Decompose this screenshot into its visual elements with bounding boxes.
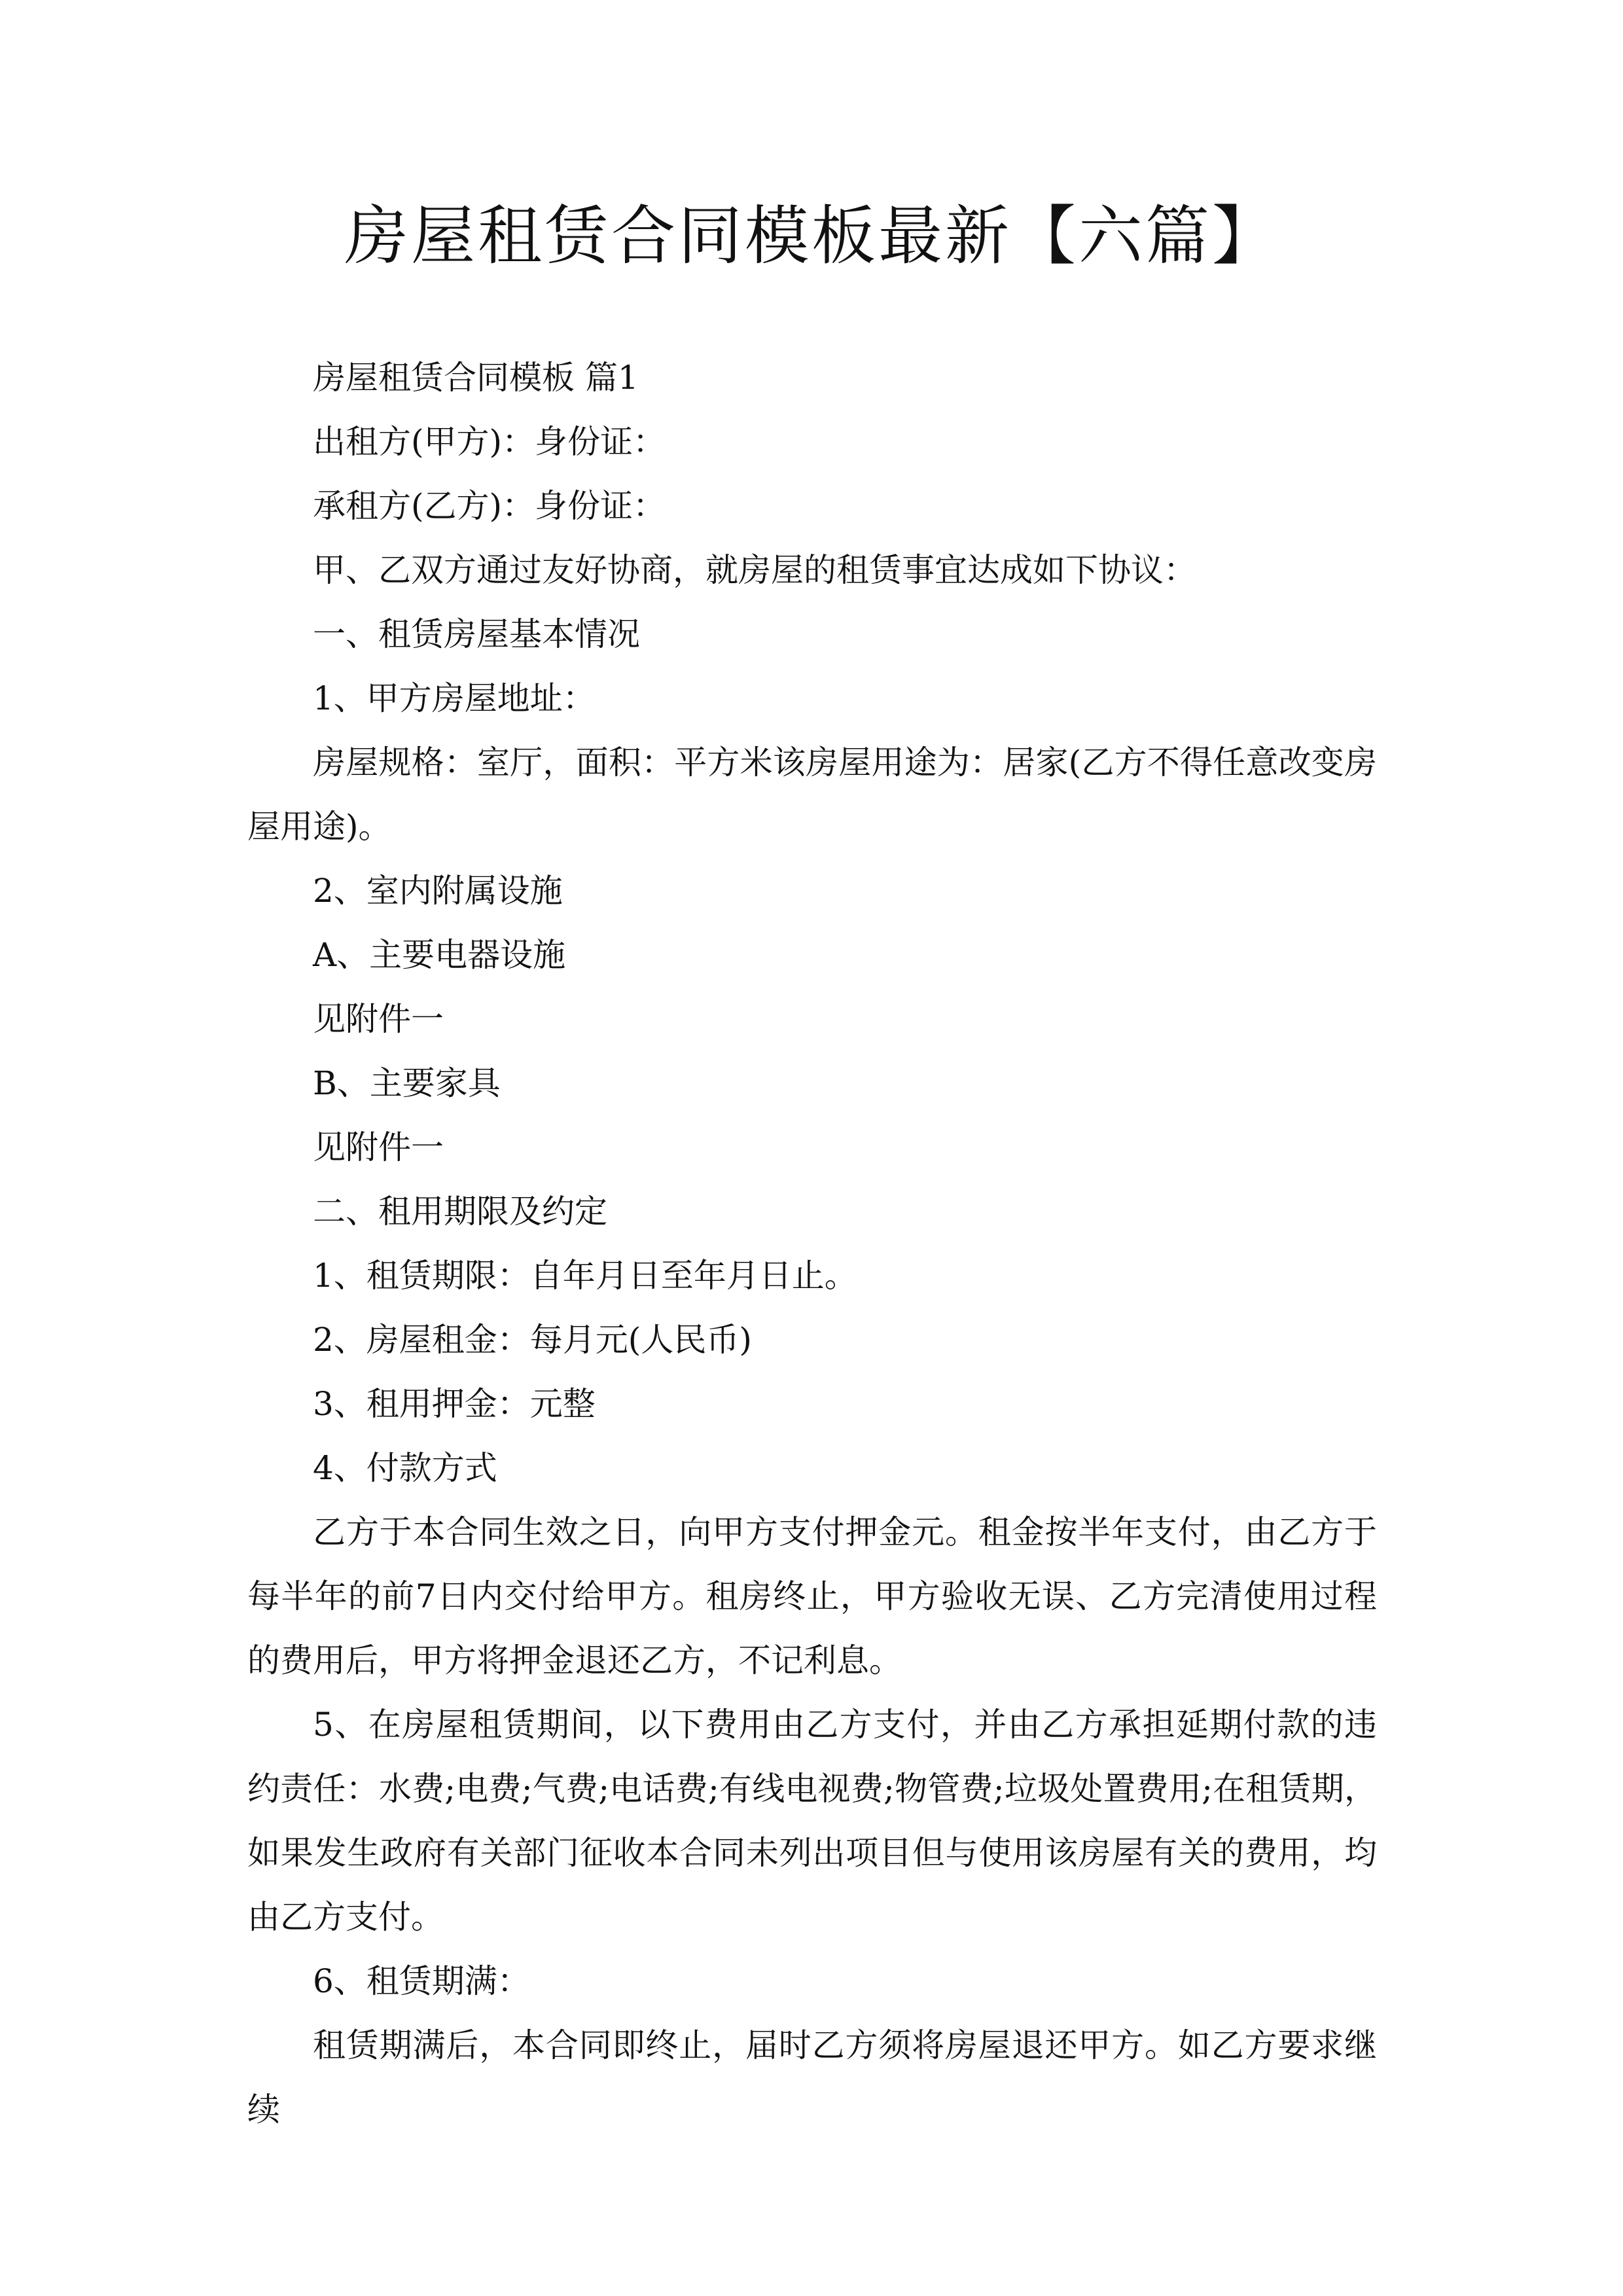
- paragraph: A、主要电器设施: [313, 936, 566, 974]
- paragraph: 租赁期满后，本合同即终止，届时乙方须将房屋退还甲方。如乙方要求继续: [247, 2026, 1377, 2128]
- paragraph: 1、甲方房屋地址：: [313, 679, 596, 717]
- paragraph: 二、租用期限及约定: [313, 1193, 607, 1230]
- paragraph: 承租方(乙方)：身份证：: [313, 487, 666, 525]
- paragraph: 6、租赁期满：: [313, 1962, 530, 2000]
- paragraph: 见附件一: [313, 1128, 444, 1166]
- document-body: [247, 346, 1377, 2142]
- paragraph: 5、在房屋租赁期间，以下费用由乙方支付，并由乙方承担延期付款的违约责任：水费;电费;气费;电话费;有线电视费;物管费;垃圾处置费用;在租赁期，如果发生政府有关部门征收本合同未列出项目但与使用该房屋有关的费用，均由乙方支付。: [247, 1706, 1377, 1936]
- paragraph: 见附件一: [313, 1000, 444, 1038]
- paragraph: 2、房屋租金：每月元(人民币): [313, 1321, 752, 1359]
- paragraph: 甲、乙双方通过友好协商，就房屋的租赁事宜达成如下协议：: [313, 551, 1196, 589]
- paragraph: 乙方于本合同生效之日，向甲方支付押金元。租金按半年支付，由乙方于每半年的前7日内交付给甲方。租房终止，甲方验收无误、乙方完清使用过程的费用后，甲方将押金退还乙方，不记利息。: [247, 1513, 1377, 1679]
- paragraph: 4、付款方式: [313, 1449, 497, 1487]
- paragraph: 出租方(甲方)：身份证：: [313, 423, 666, 461]
- paragraph: 房屋租赁合同模板 篇1: [313, 359, 639, 397]
- paragraph: B、主要家具: [313, 1064, 501, 1102]
- paragraph: 2、室内附属设施: [313, 872, 563, 910]
- paragraph: 一、租赁房屋基本情况: [313, 615, 640, 653]
- document-title: 房屋租赁合同模板最新【六篇】: [344, 199, 1279, 274]
- paragraph: 3、租用押金：元整: [313, 1385, 596, 1423]
- paragraph: 1、租赁期限：自年月日至年月日止。: [313, 1257, 857, 1295]
- paragraph: 房屋规格：室厅，面积：平方米该房屋用途为：居家(乙方不得任意改变房屋用途)。: [247, 744, 1377, 846]
